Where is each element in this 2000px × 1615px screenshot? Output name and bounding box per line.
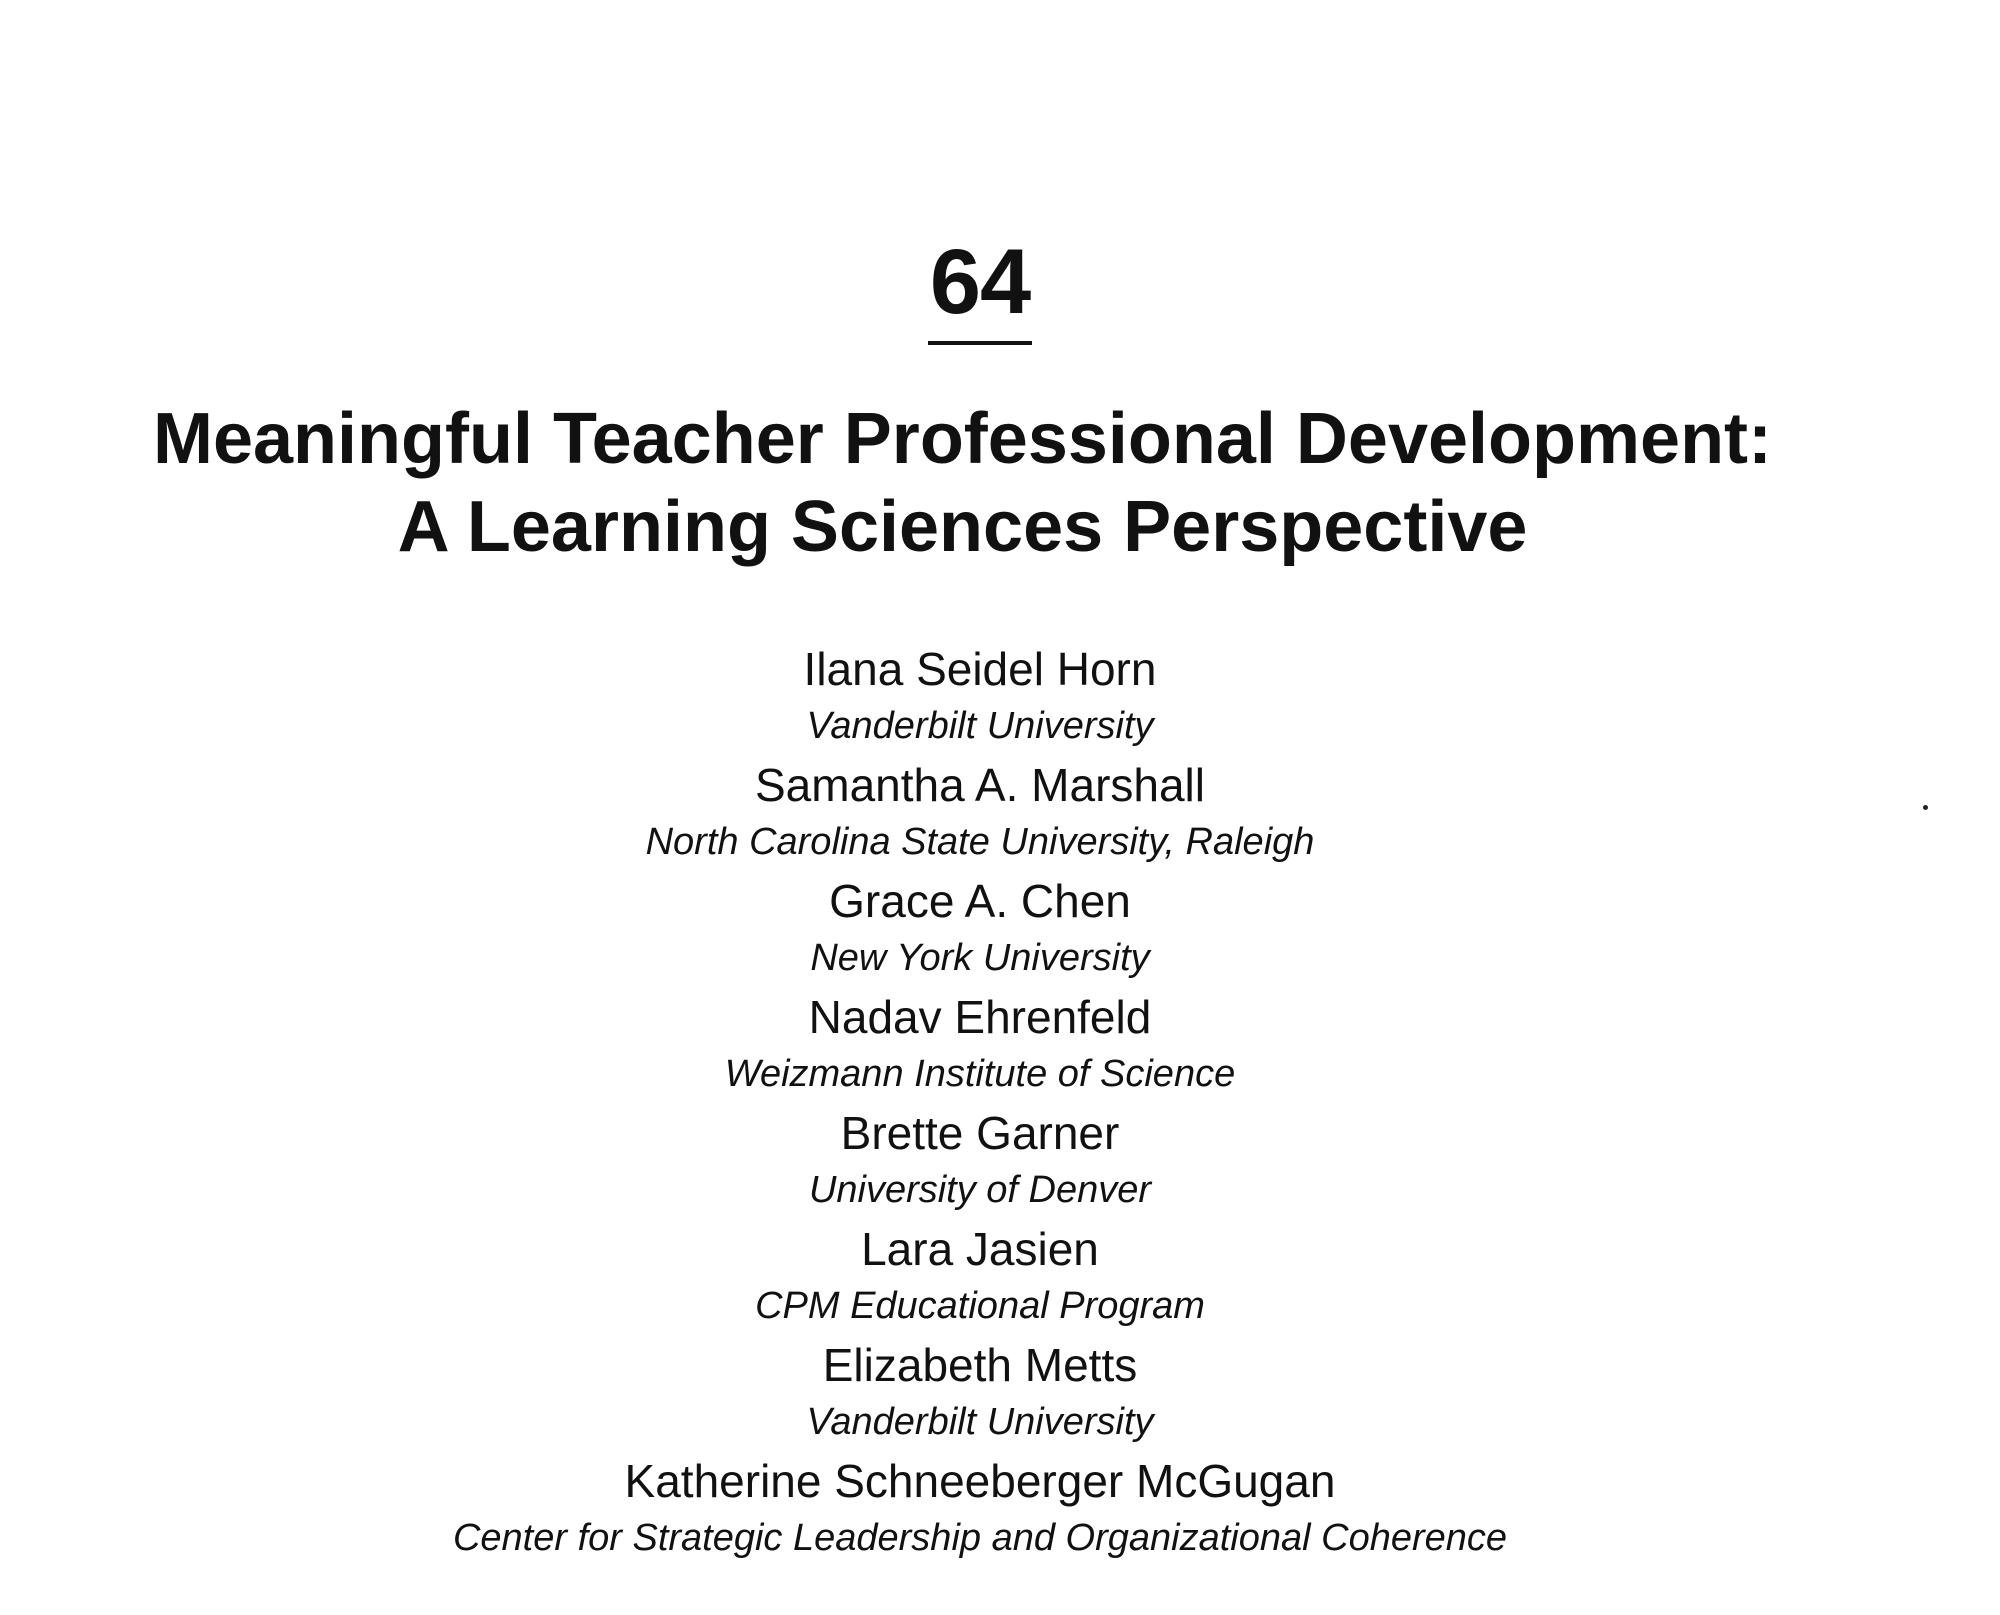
author-entry [0,640,1960,754]
chapter-title-line-2: A Learning Sciences Perspective [397,487,1528,567]
author-entry [0,988,1960,1102]
author-name: Grace A. Chen [829,875,1131,927]
author-name: Samantha A. Marshall [754,759,1205,811]
author-affiliation: New York University [810,937,1150,979]
author-list [0,640,1960,1568]
author-name: Nadav Ehrenfeld [808,991,1152,1043]
author-affiliation: University of Denver [808,1169,1152,1211]
scan-speck [1923,805,1928,810]
author-affiliation: Weizmann Institute of Science [724,1053,1236,1095]
chapter-title [0,395,1925,571]
author-affiliation: CPM Educational Program [755,1285,1205,1327]
author-affiliation: Center for Strategic Leadership and Organizational Coherence [452,1517,1508,1559]
author-affiliation: Vanderbilt University [806,705,1154,747]
author-name: Katherine Schneeberger McGugan [624,1455,1336,1507]
author-name: Lara Jasien [861,1223,1099,1275]
author-entry [0,872,1960,986]
author-affiliation: North Carolina State University, Raleigh [645,821,1315,863]
chapter-number-rule [928,341,1032,345]
author-name: Elizabeth Metts [822,1339,1138,1391]
author-name: Brette Garner [840,1107,1120,1159]
author-entry [0,756,1960,870]
author-affiliation: Vanderbilt University [806,1401,1154,1443]
author-entry [0,1452,1960,1566]
author-name: Ilana Seidel Horn [803,643,1157,695]
chapter-number: 64 [929,231,1031,333]
chapter-title-line-1: Meaningful Teacher Professional Development: [152,399,1772,479]
author-entry [0,1220,1960,1334]
author-entry [0,1104,1960,1218]
author-entry [0,1336,1960,1450]
